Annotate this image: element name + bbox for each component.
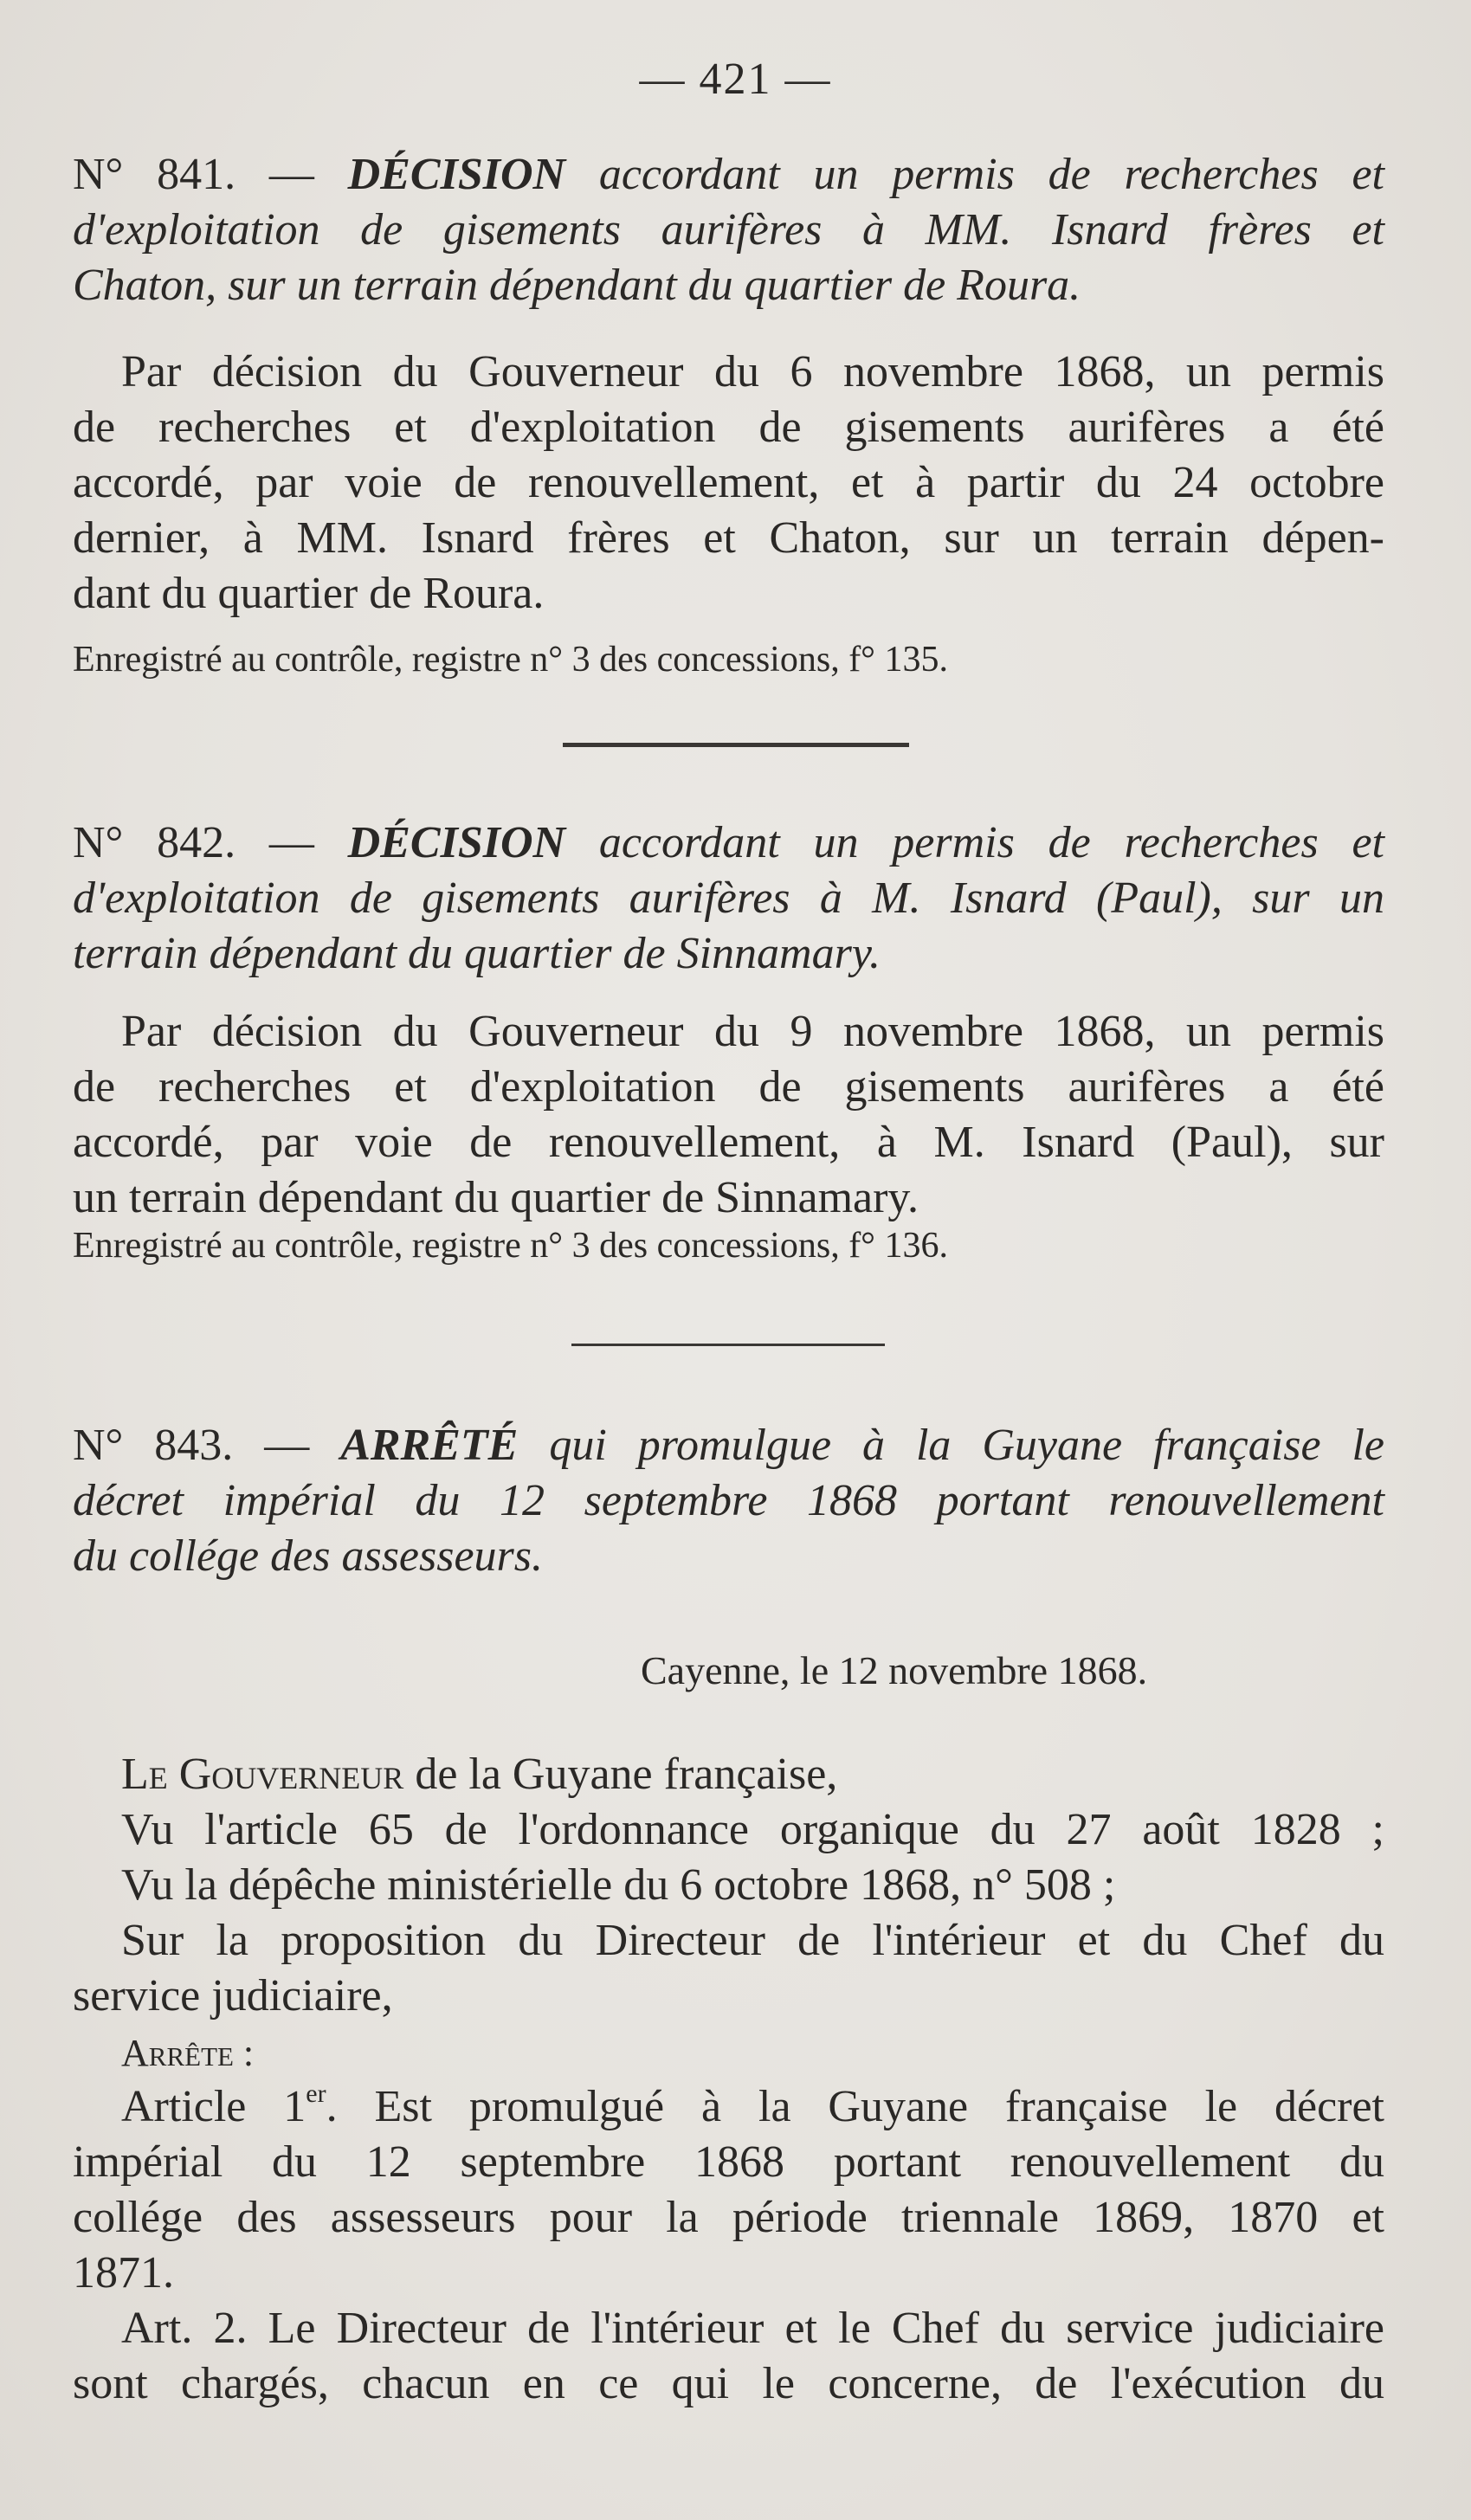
article-1-line-2: impérial du 12 septembre 1868 portant renouvellement du xyxy=(73,2137,1384,2187)
entry-842-body-line-2: de recherches et d'exploitation de gisements aurifères a été xyxy=(73,1062,1384,1112)
article-1-line-4: 1871. xyxy=(73,2248,174,2298)
article-1-line-3: collége des assesseurs pour la période triennale 1869, 1870 et xyxy=(73,2193,1384,2242)
entry-842-body-line-3: accordé, par voie de renouvellement, à M. Isnard (Paul), sur xyxy=(73,1118,1384,1167)
entry-841-body-line-5: dant du quartier de Roura. xyxy=(73,569,545,618)
entry-843-title xyxy=(73,1418,1384,1584)
entry-843-body xyxy=(73,1747,1384,2412)
entry-842-title-line-2: d'exploitation de gisements aurifères à M. Isnard (Paul), sur un xyxy=(73,873,1384,923)
entry-841-body-line-1: Par décision du Gouverneur du 6 novembre 1868, un permis xyxy=(121,347,1384,396)
entry-843-dateline: Cayenne, le 12 novembre 1868. xyxy=(641,1648,1148,1692)
entry-842-title xyxy=(73,815,1384,982)
entry-842-title-line-3: terrain dépendant du quartier de Sinnamary. xyxy=(73,929,881,978)
vu-article-line: Vu l'article 65 de l'ordonnance organique du 27 août 1828 ; xyxy=(121,1805,1384,1854)
entry-842-registration: Enregistré au contrôle, registre n° 3 des concessions, f° 136. xyxy=(73,1226,948,1266)
entry-841-title-line-1: N° 841. — DÉCISION accordant un permis de recherches et xyxy=(73,150,1384,199)
entry-843-title-line-1: N° 843. — ARRÊTÉ qui promulgue à la Guyane française le xyxy=(73,1421,1384,1470)
entry-841-body xyxy=(73,345,1384,622)
entry-843-title-line-3: du collége des assesseurs. xyxy=(73,1531,544,1581)
entry-841-registration: Enregistré au contrôle, registre n° 3 des concessions, f° 135. xyxy=(73,640,948,680)
entry-841-body-line-3: accordé, par voie de renouvellement, et à partir du 24 octobre xyxy=(73,458,1384,507)
gouverneur-line: Le Gouverneur de la Guyane française, xyxy=(121,1750,838,1799)
entry-843-title-line-2: décret impérial du 12 septembre 1868 portant renouvellement xyxy=(73,1476,1384,1525)
arrete-line: Arrête : xyxy=(121,2032,255,2074)
entry-841-title-line-3: Chaton, sur un terrain dépendant du quartier de Roura. xyxy=(73,261,1081,310)
proposition-line-1: Sur la proposition du Directeur de l'intérieur et du Chef du xyxy=(121,1916,1384,1965)
proposition-line-2: service judiciaire, xyxy=(73,1971,393,2021)
entry-841-title-line-2: d'exploitation de gisements aurifères à MM. Isnard frères et xyxy=(73,205,1384,255)
article-2-line-2: sont chargés, chacun en ce qui le concerne, de l'exécution du xyxy=(73,2359,1384,2408)
separator-rule-2 xyxy=(571,1344,885,1346)
article-2-line-1: Art. 2. Le Directeur de l'intérieur et le Chef du service judiciaire xyxy=(121,2304,1384,2353)
article-1-line-1: Article 1er. Est promulgué à la Guyane française le décret xyxy=(121,2079,1385,2131)
entry-841-body-line-2: de recherches et d'exploitation de gisements aurifères a été xyxy=(73,403,1384,452)
entry-842-title-line-1: N° 842. — DÉCISION accordant un permis de recherches et xyxy=(73,818,1384,867)
separator-rule-1 xyxy=(563,743,909,747)
page-number: — 421 — xyxy=(639,55,832,104)
vu-depeche-line: Vu la dépêche ministérielle du 6 octobre 1868, n° 508 ; xyxy=(121,1860,1116,1910)
entry-842-body xyxy=(73,1004,1384,1226)
entry-842-body-line-4: un terrain dépendant du quartier de Sinnamary. xyxy=(73,1173,919,1222)
entry-842-body-line-1: Par décision du Gouverneur du 9 novembre 1868, un permis xyxy=(121,1007,1384,1056)
entry-841-title xyxy=(73,147,1384,313)
entry-841-body-line-4: dernier, à MM. Isnard frères et Chaton, sur un terrain dépen- xyxy=(73,513,1384,563)
